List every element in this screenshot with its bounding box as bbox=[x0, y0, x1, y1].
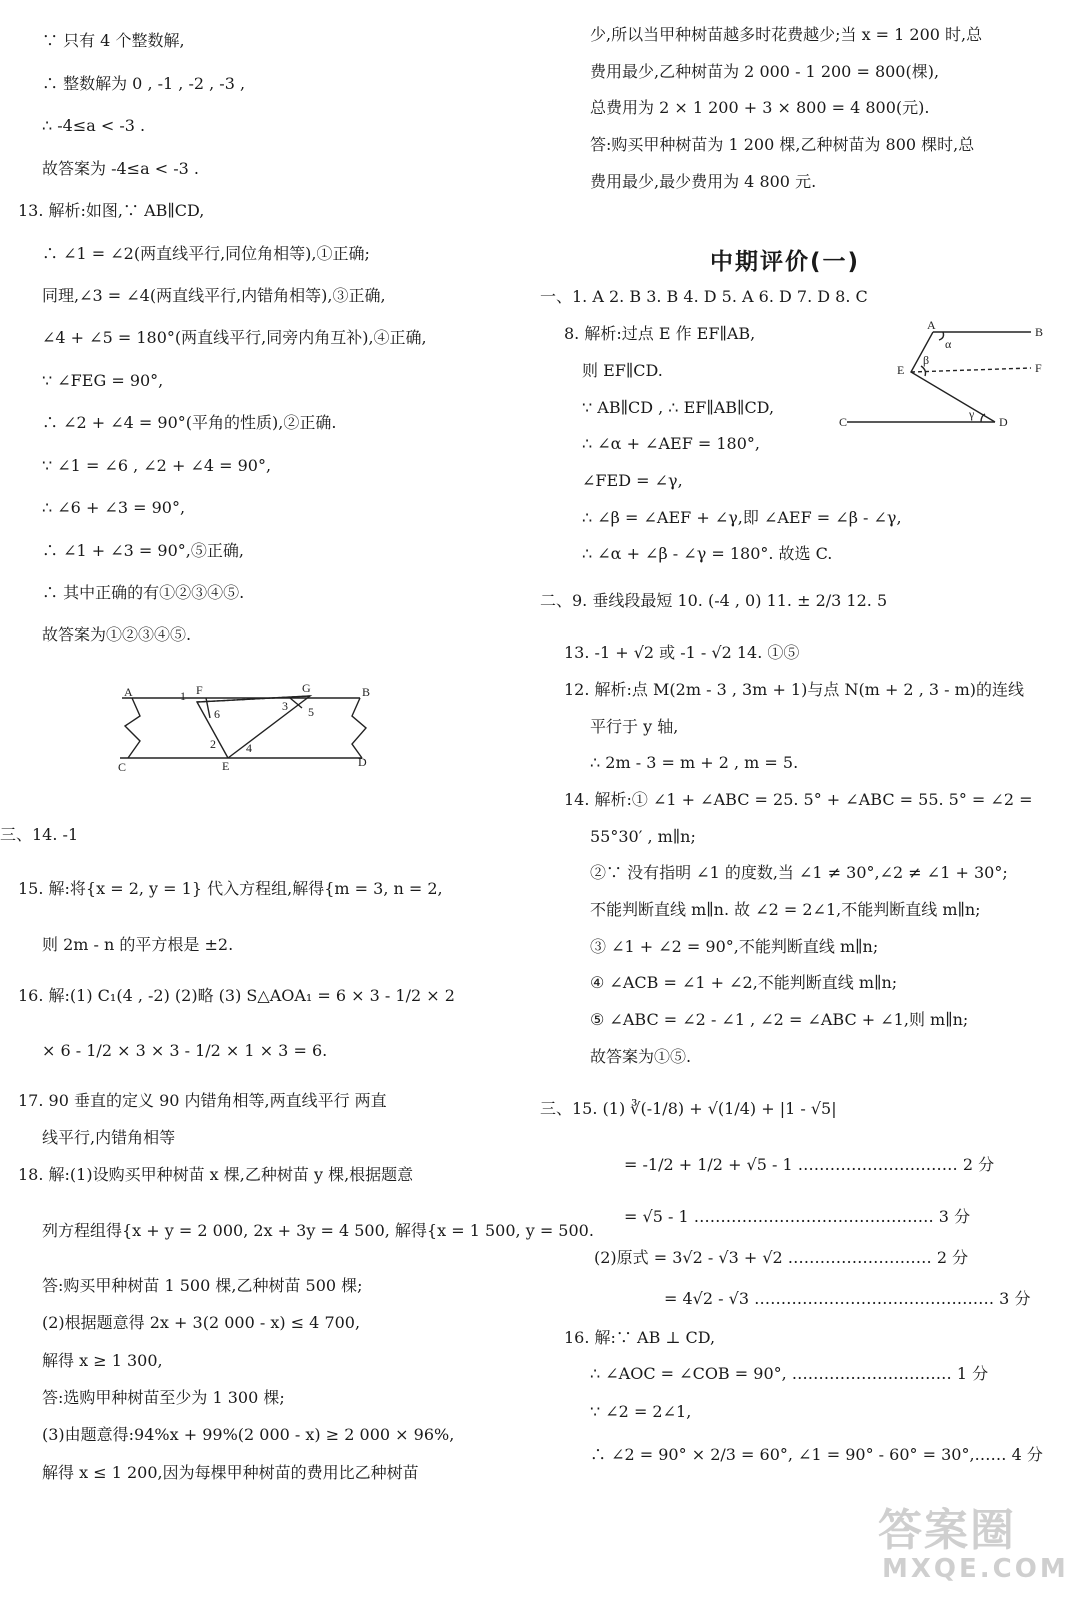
figure-label: C bbox=[839, 415, 848, 429]
section-title: 中期评价(一) bbox=[710, 249, 861, 275]
text-line: ③ ∠1 + ∠2 = 90°,不能判断直线 m∥n; bbox=[590, 937, 879, 956]
text-line: 解得 x ≥ 1 300, bbox=[42, 1351, 163, 1370]
text-line: 16. 解:∵ AB ⊥ CD, bbox=[564, 1328, 716, 1347]
watermark-url: MXQE.COM bbox=[882, 1554, 1069, 1584]
text-line: ∴ ∠α + ∠AEF = 180°, bbox=[582, 434, 760, 453]
text-line: ∴ ∠α + ∠β - ∠γ = 180°. 故选 C. bbox=[582, 544, 833, 563]
text-line: 55°30′ , m∥n; bbox=[590, 827, 696, 846]
text-line: 线平行,内错角相等 bbox=[42, 1128, 176, 1147]
text-line: 同理,∠3 = ∠4(两直线平行,内错角相等),③正确, bbox=[42, 286, 386, 305]
figure-angle-problem bbox=[835, 318, 1055, 438]
text-line: ∠FED = ∠γ, bbox=[582, 471, 683, 490]
text-line: ④ ∠ACB = ∠1 + ∠2,不能判断直线 m∥n; bbox=[590, 973, 898, 992]
text-line: ∴ ∠6 + ∠3 = 90°, bbox=[42, 498, 186, 517]
text-line: 列方程组得{x + y = 2 000, 2x + 3y = 4 500, 解得{x = 1 500, y = 500. bbox=[42, 1221, 594, 1240]
text-line: 18. 解:(1)设购买甲种树苗 x 棵,乙种树苗 y 棵,根据题意 bbox=[18, 1165, 414, 1184]
text-line: (2)原式 = 3√2 - √3 + √2 ……………………… 2 分 bbox=[594, 1248, 969, 1267]
figure-label: B bbox=[362, 685, 371, 699]
figure-label: D bbox=[999, 415, 1008, 429]
text-line: ∴ 整数解为 0 , -1 , -2 , -3 , bbox=[42, 74, 246, 93]
text-line: 不能判断直线 m∥n. 故 ∠2 = 2∠1,不能判断直线 m∥n; bbox=[590, 900, 981, 919]
text-line: ∵ ∠FEG = 90°, bbox=[42, 371, 164, 390]
text-line: ∴ ∠AOC = ∠COB = 90°, ………………………… 1 分 bbox=[590, 1364, 989, 1383]
text-line: ∴ ∠1 = ∠2(两直线平行,同位角相等),①正确; bbox=[42, 244, 370, 263]
figure-label: α bbox=[945, 337, 952, 351]
text-line: × 6 - 1/2 × 3 × 3 - 1/2 × 1 × 3 = 6. bbox=[42, 1041, 328, 1060]
figure-label: E bbox=[222, 759, 230, 773]
text-line: ∴ ∠β = ∠AEF + ∠γ,即 ∠AEF = ∠β - ∠γ, bbox=[582, 508, 902, 527]
text-line: ∴ ∠2 = 90° × 2/3 = 60°, ∠1 = 90° - 60° = 30°,…… 4 分 bbox=[590, 1445, 1043, 1464]
figure-label: 5 bbox=[308, 705, 314, 719]
text-line: 答:购买甲种树苗 1 500 棵,乙种树苗 500 棵; bbox=[42, 1276, 363, 1295]
figure-label: F bbox=[1035, 361, 1042, 375]
text-line: ②∵ 没有指明 ∠1 的度数,当 ∠1 ≠ 30°,∠2 ≠ ∠1 + 30°; bbox=[590, 863, 1008, 882]
text-line: ∵ AB∥CD , ∴ EF∥AB∥CD, bbox=[582, 398, 775, 417]
figure-label: F bbox=[196, 683, 203, 697]
text-line: ∴ 2m - 3 = m + 2 , m = 5. bbox=[590, 753, 799, 772]
text-line: 费用最少,最少费用为 4 800 元. bbox=[590, 172, 817, 191]
text-line: ∴ ∠2 + ∠4 = 90°(平角的性质),②正确. bbox=[42, 413, 337, 432]
text-line: 一、1. A 2. B 3. B 4. D 5. A 6. D 7. D 8. C bbox=[540, 287, 868, 306]
text-line: 14. 解析:① ∠1 + ∠ABC = 25. 5° + ∠ABC = 55. 5° = ∠2 = bbox=[564, 790, 1033, 809]
figure-label: D bbox=[358, 755, 367, 769]
text-line: ∴ ∠1 + ∠3 = 90°,⑤正确, bbox=[42, 541, 244, 560]
text-line: 少,所以当甲种树苗越多时花费越少;当 x = 1 200 时,总 bbox=[590, 25, 983, 44]
figure-label: 4 bbox=[246, 741, 252, 755]
text-line: 三、14. -1 bbox=[0, 825, 79, 844]
figure-parallel-lines bbox=[110, 666, 385, 778]
text-line: 故答案为①②③④⑤. bbox=[42, 625, 192, 644]
text-line: 平行于 y 轴, bbox=[590, 717, 679, 736]
figure-label: A bbox=[124, 685, 133, 699]
text-line: ∵ 只有 4 个整数解, bbox=[42, 31, 185, 50]
figure-label: C bbox=[118, 760, 127, 774]
text-line: ∴ 其中正确的有①②③④⑤. bbox=[42, 583, 245, 602]
text-line: 12. 解析:点 M(2m - 3 , 3m + 1)与点 N(m + 2 , 3 - m)的连线 bbox=[564, 680, 1025, 699]
text-line: = 4√2 - √3 ……………………………………… 3 分 bbox=[664, 1289, 1031, 1308]
text-line: 三、15. (1) ∛(-1/8) + √(1/4) + |1 - √5| bbox=[540, 1099, 837, 1118]
watermark-logo: 答案圈 bbox=[878, 1505, 1016, 1556]
text-line: 15. 解:将{x = 2, y = 1} 代入方程组,解得{m = 3, n = 2, bbox=[18, 879, 443, 898]
text-line: 8. 解析:过点 E 作 EF∥AB, bbox=[564, 324, 756, 343]
text-line: 费用最少,乙种树苗为 2 000 - 1 200 = 800(棵), bbox=[590, 62, 940, 81]
figure-label: 1 bbox=[180, 689, 186, 703]
figure-label: B bbox=[1035, 325, 1044, 339]
text-line: (3)由题意得:94%x + 99%(2 000 - x) ≥ 2 000 × 96%, bbox=[42, 1425, 455, 1444]
figure-label: A bbox=[927, 318, 936, 332]
figure-label: γ bbox=[969, 407, 975, 421]
figure-label: 3 bbox=[282, 699, 288, 713]
figure-label: 2 bbox=[210, 737, 216, 751]
text-line: 答:购买甲种树苗为 1 200 棵,乙种树苗为 800 棵时,总 bbox=[590, 135, 975, 154]
text-line: 16. 解:(1) C₁(4 , -2) (2)略 (3) S△AOA₁ = 6 × 3 - 1/2 × 2 bbox=[18, 986, 455, 1005]
text-line: 故答案为①⑤. bbox=[590, 1047, 692, 1066]
text-line: 则 2m - n 的平方根是 ±2. bbox=[42, 935, 234, 954]
text-line: ∠4 + ∠5 = 180°(两直线平行,同旁内角互补),④正确, bbox=[42, 328, 427, 347]
text-line: 总费用为 2 × 1 200 + 3 × 800 = 4 800(元). bbox=[590, 98, 930, 117]
figure-label: G bbox=[302, 681, 311, 695]
text-line: 二、9. 垂线段最短 10. (-4 , 0) 11. ± 2/3 12. 5 bbox=[540, 591, 888, 610]
text-line: (2)根据题意得 2x + 3(2 000 - x) ≤ 4 700, bbox=[42, 1313, 361, 1332]
text-line: 13. 解析:如图,∵ AB∥CD, bbox=[18, 201, 205, 220]
text-line: 解得 x ≤ 1 200,因为每棵甲种树苗的费用比乙种树苗 bbox=[42, 1463, 419, 1482]
text-line: = √5 - 1 ……………………………………… 3 分 bbox=[624, 1207, 971, 1226]
text-line: ∵ ∠2 = 2∠1, bbox=[590, 1402, 692, 1421]
figure-label: E bbox=[897, 363, 905, 377]
text-line: = -1/2 + 1/2 + √5 - 1 ………………………… 2 分 bbox=[624, 1155, 995, 1174]
figure-label: 6 bbox=[214, 707, 220, 721]
text-line: 13. -1 + √2 或 -1 - √2 14. ①⑤ bbox=[564, 643, 800, 662]
text-line: 答:选购甲种树苗至少为 1 300 棵; bbox=[42, 1388, 285, 1407]
text-line: 17. 90 垂直的定义 90 内错角相等,两直线平行 两直 bbox=[18, 1091, 387, 1110]
text-line: ∴ -4≤a < -3 . bbox=[42, 116, 146, 135]
figure-label: β bbox=[923, 353, 930, 367]
text-line: ∵ ∠1 = ∠6 , ∠2 + ∠4 = 90°, bbox=[42, 456, 272, 475]
text-line: ⑤ ∠ABC = ∠2 - ∠1 , ∠2 = ∠ABC + ∠1,则 m∥n; bbox=[590, 1010, 969, 1029]
text-line: 故答案为 -4≤a < -3 . bbox=[42, 159, 199, 178]
text-line: 则 EF∥CD. bbox=[582, 361, 663, 380]
